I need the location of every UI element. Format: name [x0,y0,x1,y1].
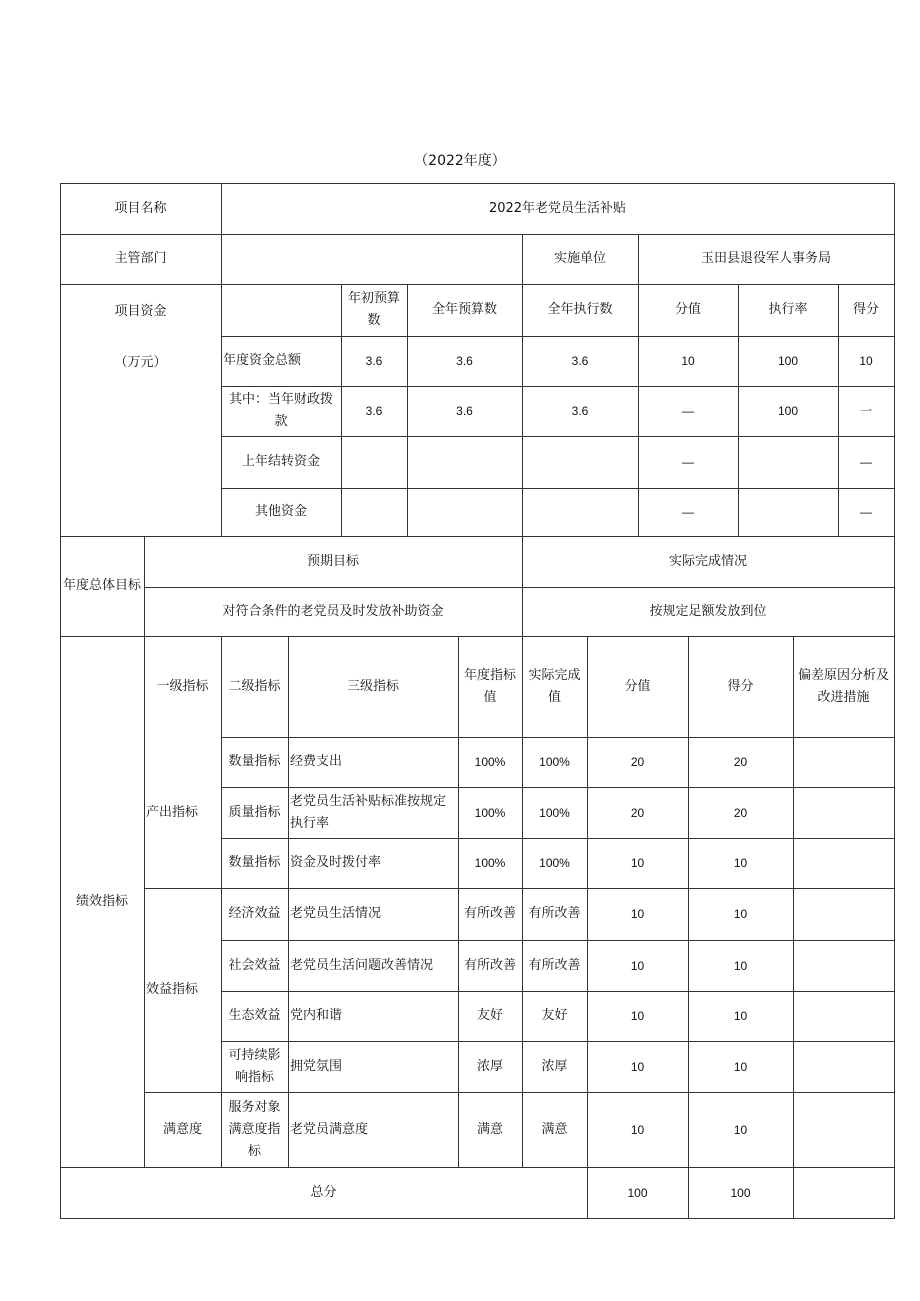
perf-l2: 生态效益 [228,1008,281,1023]
funds-row-value: — [682,505,694,519]
funds-header: 全年预算数 [431,302,497,317]
funds-unit: （万元） [114,355,167,370]
goal-expected: 对符合条件的老党员及时发放补助资金 [222,603,444,619]
perf-value: 20 [630,755,645,769]
perf-actual: 友好 [541,1008,568,1023]
funds-row-value: 10 [681,354,695,368]
perf-value: 10 [630,958,645,973]
perf-target: 100% [474,805,506,820]
impl-value: 玉田县退役军人事务局 [700,251,831,266]
perf-group: 产出指标 [146,804,199,820]
perf-value: 10 [630,1122,645,1137]
project-name-label: 项目名称 [114,200,167,216]
perf-dev [793,888,894,940]
funds-label: 项目资金 [114,304,167,319]
impl-label: 实施单位 [553,251,606,266]
perf-actual: 有所改善 [528,906,581,921]
perf-l2: 数量指标 [228,855,281,870]
perf-l3: 经费支出 [290,754,343,769]
funds-row-value: 3.6 [456,354,473,368]
perf-value: 10 [630,907,645,921]
funds-header: 分值 [674,302,701,317]
funds-header: 年初预算数 [347,291,400,328]
perf-dev [793,838,894,888]
perf-dev [793,940,894,991]
total-score: 100 [730,1185,751,1200]
funds-row-value [407,488,522,536]
perf-score: 10 [733,958,748,973]
perf-value: 10 [630,856,645,870]
perf-value: 20 [630,805,645,820]
perf-score: 10 [733,856,748,870]
perf-header-dev: 偏差原因分析及改进措施 [797,667,889,705]
perf-target: 有所改善 [463,906,516,921]
perf-header-score: 得分 [727,678,754,694]
perf-value: 10 [630,1009,645,1023]
total-value: 100 [627,1185,648,1200]
perf-header-actual: 实际完成值 [528,667,581,705]
funds-row-label: 其中：当年财政拨款 [228,392,333,429]
total-label: 总分 [310,1184,337,1200]
funds-row-value [738,436,838,488]
perf-actual: 100% [539,805,570,820]
funds-row-value [407,436,522,488]
funds-row-label: 上年结转资金 [241,454,320,469]
goal-expected-header: 预期目标 [306,553,359,569]
year-label: （2022年度） [414,153,506,169]
perf-score: 10 [733,1059,748,1074]
funds-row-value: — [860,455,872,469]
perf-target: 100% [474,755,506,769]
perf-target: 100% [474,856,506,870]
perf-actual: 浓厚 [541,1058,568,1074]
project-name-value: 2022年老党员生活补贴 [488,200,627,216]
perf-dev [793,787,894,838]
goal-label: 年度总体目标 [62,578,141,593]
perf-l2: 经济效益 [228,906,281,921]
perf-l3: 老党员生活问题改善情况 [290,957,434,973]
perf-score: 10 [733,1009,748,1023]
funds-row-value: — [860,505,872,519]
perf-target: 满意 [476,1121,503,1137]
funds-header: 得分 [852,302,879,317]
perf-dev [793,991,894,1041]
perf-header-l3: 三级指标 [346,678,399,694]
perf-l3: 老党员满意度 [290,1121,369,1137]
perf-value: 10 [630,1059,645,1074]
perf-header-l2: 二级指标 [228,678,281,694]
perf-l2: 数量指标 [228,754,281,769]
grid-line [894,183,895,1219]
funds-row-value [341,436,407,488]
funds-row-value: — [682,404,694,418]
perf-score: 10 [733,907,748,921]
funds-row-value: 一 [859,404,872,418]
perf-l3: 资金及时拨付率 [290,855,382,870]
funds-row-value: — [682,455,694,469]
perf-header-target: 年度指标值 [463,667,516,705]
goal-actual-header: 实际完成情况 [668,553,747,569]
funds-row-value [341,488,407,536]
perf-header-score_value: 分值 [624,678,651,694]
funds-row-value: 100 [777,354,799,368]
grid-line [60,1218,895,1219]
perf-dev [793,1041,894,1092]
funds-row-value: 3.6 [456,404,473,418]
perf-group: 满意度 [162,1121,202,1137]
perf-group: 效益指标 [146,982,199,997]
funds-row-value: 10 [859,354,873,368]
perf-l3: 老党员生活情况 [290,906,382,921]
funds-row-value: 3.6 [365,354,383,368]
funds-row-value: 3.6 [571,354,589,368]
perf-l2: 质量指标 [228,804,281,820]
perf-l2: 可持续影响指标 [228,1047,281,1085]
perf-l2: 服务对象满意度指标 [228,1099,281,1159]
funds-row-value [522,436,638,488]
perf-actual: 有所改善 [528,957,581,973]
grid-line [793,1167,794,1219]
perf-dev [793,737,894,787]
perf-l3: 拥党氛围 [290,1058,343,1074]
funds-row-value: 3.6 [571,404,589,418]
perf-score: 10 [733,1122,748,1137]
funds-row-value: 100 [777,404,799,418]
funds-row-value: 3.6 [365,404,383,418]
perf-label: 绩效指标 [75,893,128,909]
funds-header: 全年执行数 [547,302,613,317]
dept-value [221,234,522,284]
perf-target: 浓厚 [476,1058,503,1074]
goal-actual: 按规定足额发放到位 [649,603,767,619]
perf-target: 有所改善 [463,957,516,973]
perf-actual: 100% [539,856,570,870]
perf-target: 友好 [476,1008,503,1023]
funds-header: 执行率 [768,302,808,317]
perf-actual: 满意 [541,1121,568,1137]
perf-actual: 100% [539,755,570,769]
perf-l2: 社会效益 [228,957,281,973]
funds-row-value [522,488,638,536]
funds-row-label: 其他资金 [254,504,307,519]
perf-score: 20 [733,805,748,820]
funds-row-label: 年度资金总额 [223,353,302,368]
dept-label: 主管部门 [114,251,167,266]
perf-score: 20 [733,755,748,769]
perf-l3: 党内和谐 [290,1008,343,1023]
perf-dev [793,1092,894,1167]
perf-l3: 老党员生活补贴标准按规定执行率 [290,793,447,831]
perf-header-l1: 一级指标 [156,678,209,694]
funds-row-value [738,488,838,536]
